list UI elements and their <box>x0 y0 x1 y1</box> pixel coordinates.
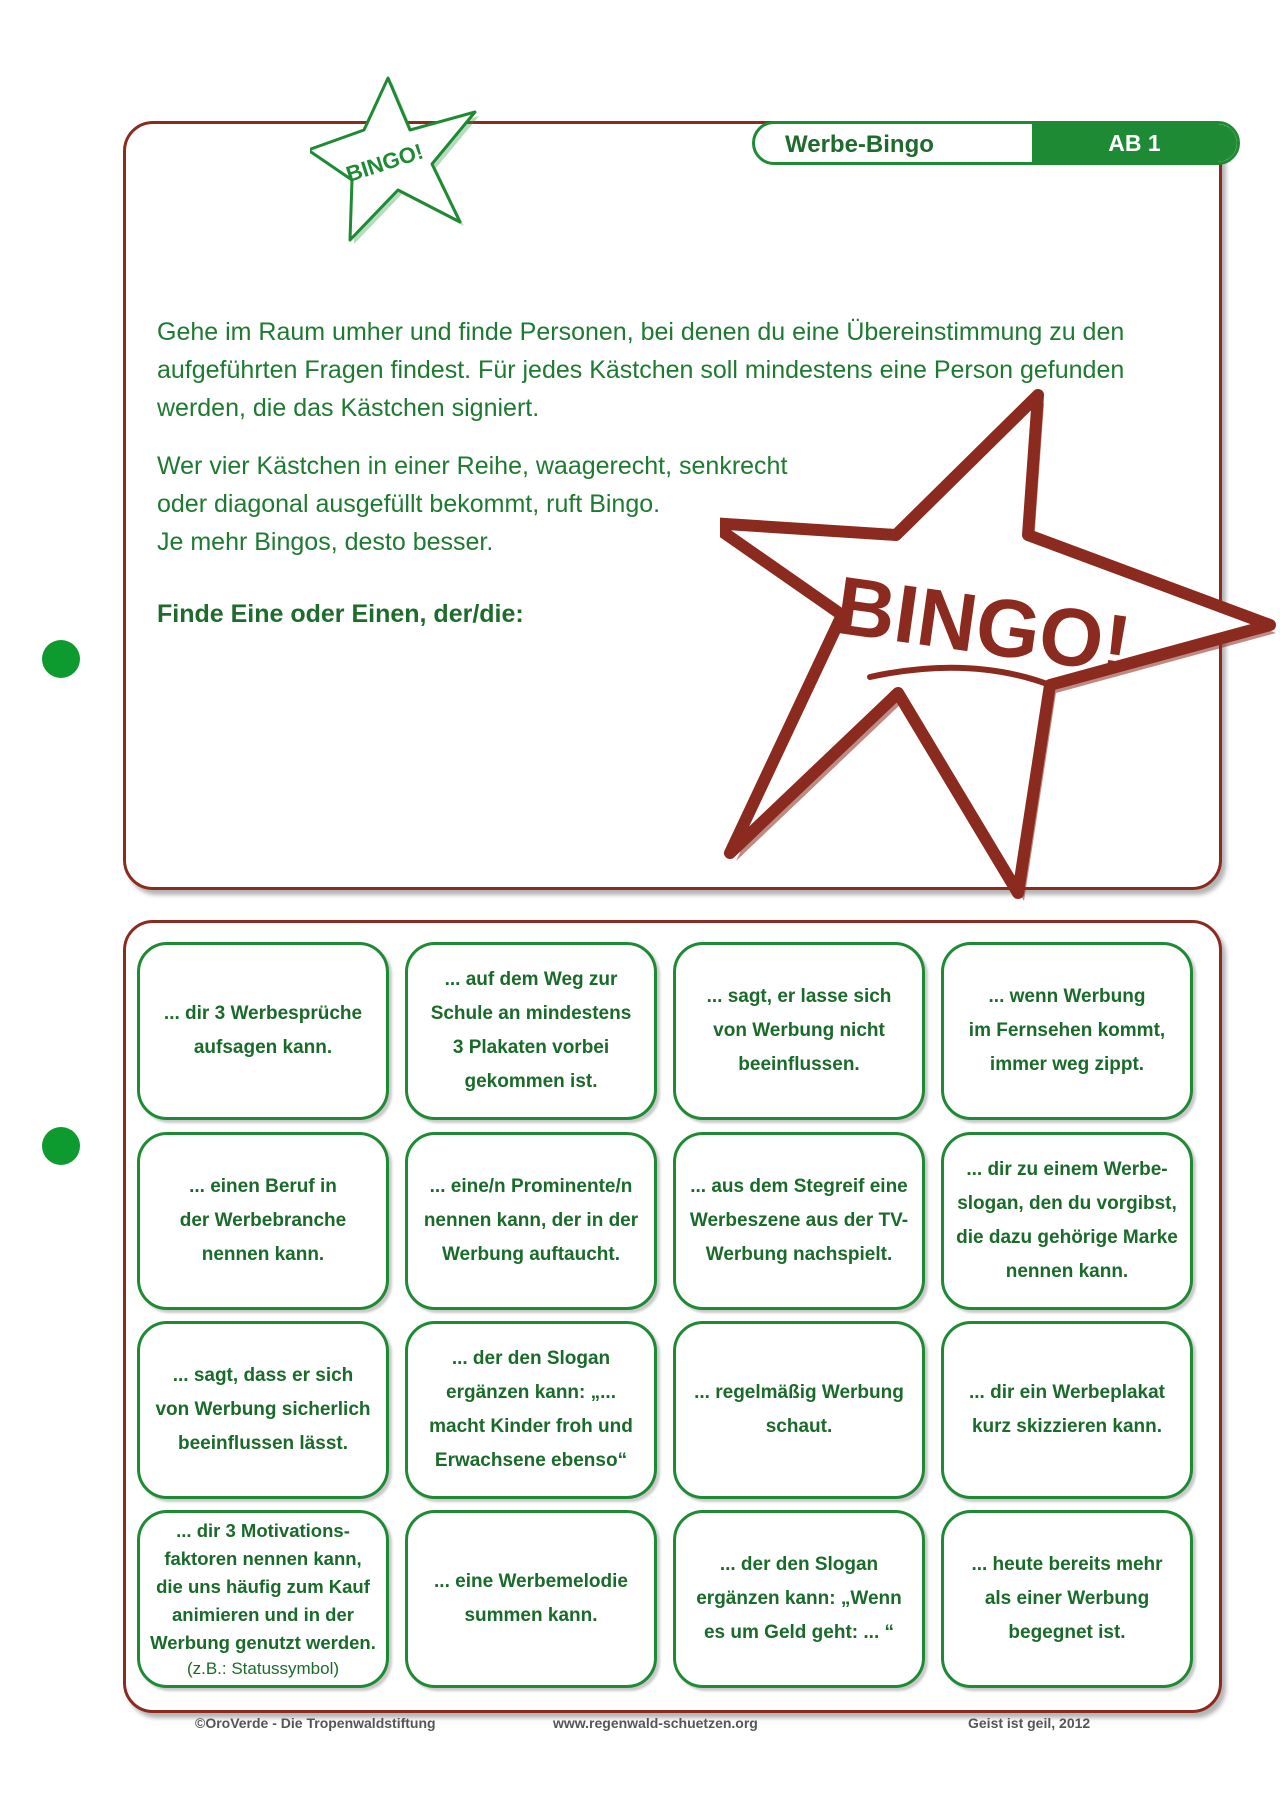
intro-line-1: Wer vier Kästchen in einer Reihe, waagerecht, senkrecht <box>157 452 788 480</box>
footer-credit: Geist ist geil, 2012 <box>968 1715 1091 1731</box>
bingo-cell-text: ... sagt, dass er sich von Werbung sicherlich beeinflussen lässt. <box>155 1365 371 1454</box>
intro-line-2: oder diagonal ausgefüllt bekommt, ruft Bingo. <box>157 490 661 518</box>
bingo-cell[interactable] <box>137 1321 389 1499</box>
bingo-cell-note: (z.B.: Statussymbol) <box>186 1659 340 1678</box>
task-heading: Finde Eine oder Einen, der/die: <box>157 600 524 628</box>
bingo-cell[interactable] <box>941 1132 1193 1310</box>
worksheet-code: AB 1 <box>1032 124 1237 162</box>
footer-copyright: ©OroVerde - Die Tropenwaldstiftung <box>195 1715 436 1731</box>
bingo-cell[interactable] <box>137 1132 389 1310</box>
bingo-cell[interactable] <box>405 1321 657 1499</box>
bingo-cell-text: ... eine/n Prominente/n nennen kann, der in der Werbung auftaucht. <box>423 1176 639 1265</box>
bingo-cell[interactable] <box>673 942 925 1120</box>
punch-hole-2 <box>42 1127 80 1165</box>
bingo-cell[interactable] <box>405 1510 657 1688</box>
bingo-cell-text: ... dir 3 Werbesprüche aufsagen kann. <box>163 1003 363 1058</box>
punch-hole-1 <box>42 640 80 678</box>
intro-text-1: Gehe im Raum umher und finde Personen, bei denen du eine Übereinstimmung zu den aufgeführten Fragen findest. Für jedes Kästchen soll mindestens eine Person gefunden werden, die das Kästchen signiert. <box>157 318 1125 422</box>
bingo-cell-text: ... heute bereits mehr als einer Werbung begegnet ist. <box>971 1554 1163 1643</box>
bingo-cell-text: ... aus dem Stegreif eine Werbeszene aus der TV- Werbung nachspielt. <box>689 1176 909 1265</box>
worksheet-title: Werbe-Bingo <box>785 131 934 158</box>
worksheet-header-tag <box>752 121 1240 165</box>
bingo-cell[interactable] <box>405 942 657 1120</box>
bingo-cell[interactable] <box>941 942 1193 1120</box>
bingo-cell-text: ... der den Slogan ergänzen kann: „Wenn es um Geld geht: ... “ <box>696 1554 902 1643</box>
bingo-cell[interactable] <box>941 1321 1193 1499</box>
bingo-cell[interactable] <box>673 1132 925 1310</box>
bingo-cell-text: ... eine Werbemelodie summen kann. <box>434 1571 628 1626</box>
bingo-cell-content <box>150 1489 376 1709</box>
bingo-cell-text: ... dir zu einem Werbe- slogan, den du vorgibst, die dazu gehörige Marke nennen kann. <box>956 1159 1178 1282</box>
big-star-text: BINGO! <box>830 559 1137 692</box>
bingo-cell-text: ... auf dem Weg zur Schule an mindestens 3 Plakaten vorbei gekommen ist. <box>430 969 632 1092</box>
bingo-cell-text: ... dir 3 Motivations- faktoren nennen kann, die uns häufig zum Kauf animieren und in der Werbung genutzt werden. <box>150 1520 376 1653</box>
bingo-cell[interactable] <box>673 1321 925 1499</box>
bingo-cell-text: ... sagt, er lasse sich von Werbung nicht beeinflussen. <box>706 986 892 1075</box>
bingo-cell[interactable] <box>137 942 389 1120</box>
footer-website[interactable]: www.regenwald-schuetzen.org <box>553 1715 758 1731</box>
small-star-text: BINGO! <box>342 138 427 187</box>
bingo-cell-text: ... wenn Werbung im Fernsehen kommt, immer weg zippt. <box>968 986 1166 1075</box>
bingo-cell-text: ... der den Slogan ergänzen kann: „... macht Kinder froh und Erwachsene ebenso“ <box>429 1348 633 1471</box>
big-bingo-star-icon <box>720 385 1280 905</box>
bingo-cell-text: ... regelmäßig Werbung schaut. <box>694 1382 904 1437</box>
intro-line-3: Je mehr Bingos, desto besser. <box>157 528 494 556</box>
bingo-cell[interactable] <box>673 1510 925 1688</box>
bingo-cell[interactable] <box>137 1510 389 1688</box>
bingo-cell-text: ... einen Beruf in der Werbebranche nennen kann. <box>179 1176 347 1265</box>
bingo-cell[interactable] <box>941 1510 1193 1688</box>
bingo-cell-text: ... dir ein Werbeplakat kurz skizzieren kann. <box>968 1382 1166 1437</box>
bingo-cell[interactable] <box>405 1132 657 1310</box>
small-bingo-star-icon <box>310 72 490 252</box>
